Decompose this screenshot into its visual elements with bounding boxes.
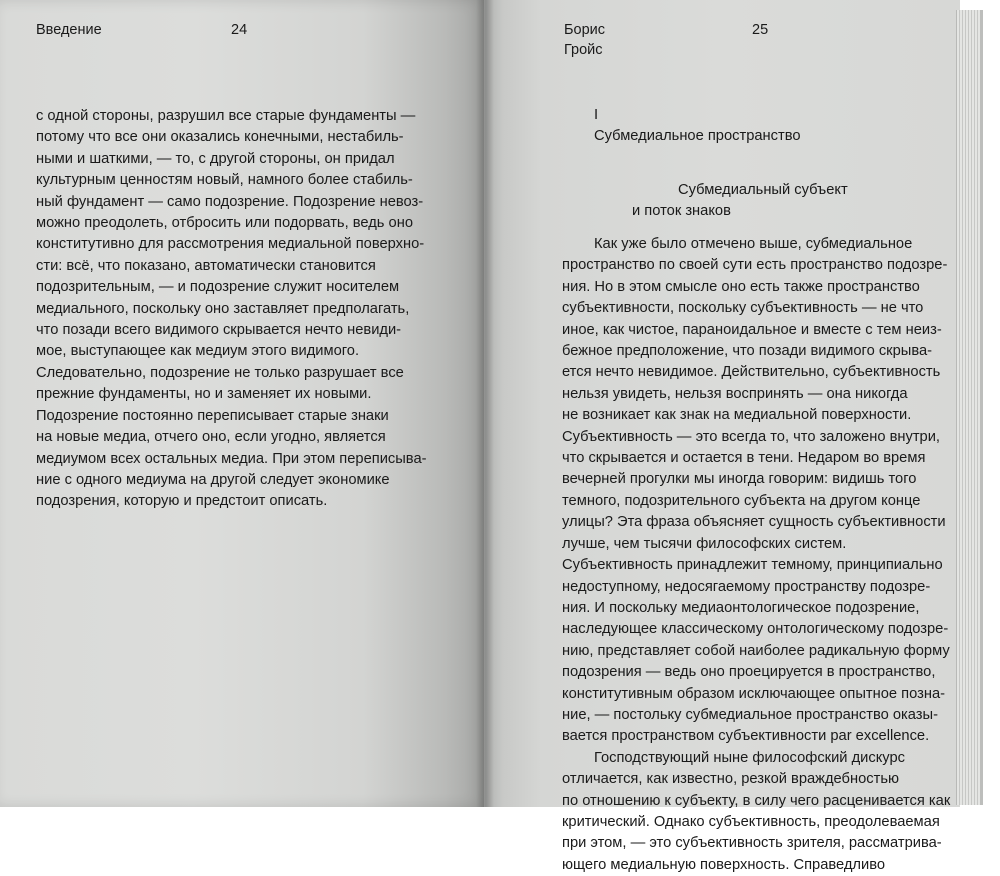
text-line: наследующее классическому онтологическому подозре- <box>562 621 949 638</box>
author-last-name: Гройс <box>564 42 603 58</box>
text-line: подозрения, которую и предстоит описать. <box>36 493 328 510</box>
text-line: ный фундамент — само подозрение. Подозрение невоз- <box>36 193 424 210</box>
text-line: иное, как чистое, параноидальное и вместе с тем неиз- <box>562 321 942 338</box>
text-line: потому что все они оказались конечными, нестабиль- <box>36 129 404 146</box>
text-line: ния. И поскольку медиаонтологическое подозрение, <box>562 599 920 616</box>
text-line: при этом, — это субъективность зрителя, рассматрива- <box>562 835 942 852</box>
text-line: отличается, как известно, резкой враждебностью <box>562 771 899 788</box>
right-body-text <box>562 234 950 876</box>
text-line: недоступному, недосягаемому пространству подозре- <box>562 578 931 595</box>
text-line: улицы? Эта фраза объясняет сущность субъективности <box>562 514 946 531</box>
right-page-number: 25 <box>752 22 769 38</box>
left-page <box>0 0 484 807</box>
text-line: Субъективность принадлежит темному, принципиально <box>562 557 943 574</box>
text-line: Как уже было отмечено выше, субмедиальное <box>594 236 913 252</box>
text-line: нию, представляет собой наиболее радикальную форму <box>562 642 950 659</box>
text-line: подозрительным, — и подозрение служит носителем <box>36 279 400 296</box>
text-line: сти: всё, что показано, автоматически становится <box>36 257 376 274</box>
page-block-shadow <box>980 10 983 805</box>
right-running-head <box>564 20 605 60</box>
text-line: прежние фундаменты, но и заменяет их новыми. <box>36 386 372 403</box>
text-line: по отношению к субъекту, в силу чего расценивается как <box>562 792 951 809</box>
text-line: вечерней прогулки мы иногда говорим: видишь того <box>562 471 917 488</box>
text-line: что позади всего видимого скрывается нечто невиди- <box>36 322 402 339</box>
text-line: темного, подозрительного субъекта на другом конце <box>562 492 921 509</box>
text-line: нельзя увидеть, нельзя воспринять — она никогда <box>562 385 908 402</box>
text-line: Следовательно, подозрение не только разрушает все <box>36 364 404 381</box>
text-line: с одной стороны, разрушил все старые фундаменты — <box>36 108 416 124</box>
text-line: не возникает как знак на медиальной поверхности. <box>562 407 912 424</box>
text-line: субъективности, поскольку субъективность — не что <box>562 300 924 317</box>
text-line: ние с одного медиума на другой следует экономике <box>36 471 390 488</box>
text-line: конститутивно для рассмотрения медиальной поверхно- <box>36 236 425 253</box>
book-spine-gutter <box>476 0 494 807</box>
text-line: ными и шаткими, — то, с другой стороны, он придал <box>36 150 395 167</box>
text-line: лучше, чем тысячи философских систем. <box>562 535 847 552</box>
chapter-title: Субмедиальное пространство <box>594 128 801 144</box>
text-line: мое, выступающее как медиум этого видимого. <box>36 343 360 360</box>
left-body-text <box>36 106 427 513</box>
text-line: подозрения — ведь оно проецируется в пространство, <box>562 664 936 681</box>
text-line: вается пространством субъективности par excellence. <box>562 728 930 745</box>
text-line: можно преодолеть, отбросить или подорвать, ведь оно <box>36 215 413 232</box>
text-line: Подозрение постоянно переписывает старые знаки <box>36 407 389 424</box>
text-line: ние, — постольку субмедиальное пространство оказы- <box>562 706 938 723</box>
text-line: медиумом всех остальных медиа. При этом переписыва- <box>36 450 427 467</box>
page-block-edge <box>956 10 981 805</box>
text-line: Господствующий ныне философский дискурс <box>594 749 905 766</box>
text-line: бежное предположение, что позади видимого скрыва- <box>562 343 933 360</box>
text-line: Субъективность — это всегда то, что заложено внутри, <box>562 428 941 445</box>
text-line: конститутивным образом исключающее опытное позна- <box>562 685 946 702</box>
section-title-line-2: и поток знаков <box>632 203 731 219</box>
section-title-line-1: Субмедиальный субъект <box>678 182 848 198</box>
author-first-name: Борис <box>564 22 605 38</box>
text-line: на новые медиа, отчего оно, если угодно, является <box>36 429 386 446</box>
text-line: критический. Однако субъективность, преодолеваемая <box>562 813 940 830</box>
text-line: пространство по своей сути есть пространство подозре- <box>562 257 948 274</box>
text-line: ния. Но в этом смысле оно есть также пространство <box>562 278 920 295</box>
left-page-number: 24 <box>231 22 248 38</box>
text-line: ется нечто невидимое. Действительно, субъективность <box>562 364 941 381</box>
text-line: ющего медиальную поверхность. Справедливо <box>562 856 886 873</box>
chapter-number: I <box>594 107 599 123</box>
left-running-head: Введение <box>36 22 102 38</box>
right-page <box>484 0 960 873</box>
text-line: культурным ценностям новый, намного более стабиль- <box>36 172 413 189</box>
text-line: что скрывается и остается в тени. Недаром во время <box>562 450 926 467</box>
text-line: медиального, поскольку оно заставляет предполагать, <box>36 300 410 317</box>
